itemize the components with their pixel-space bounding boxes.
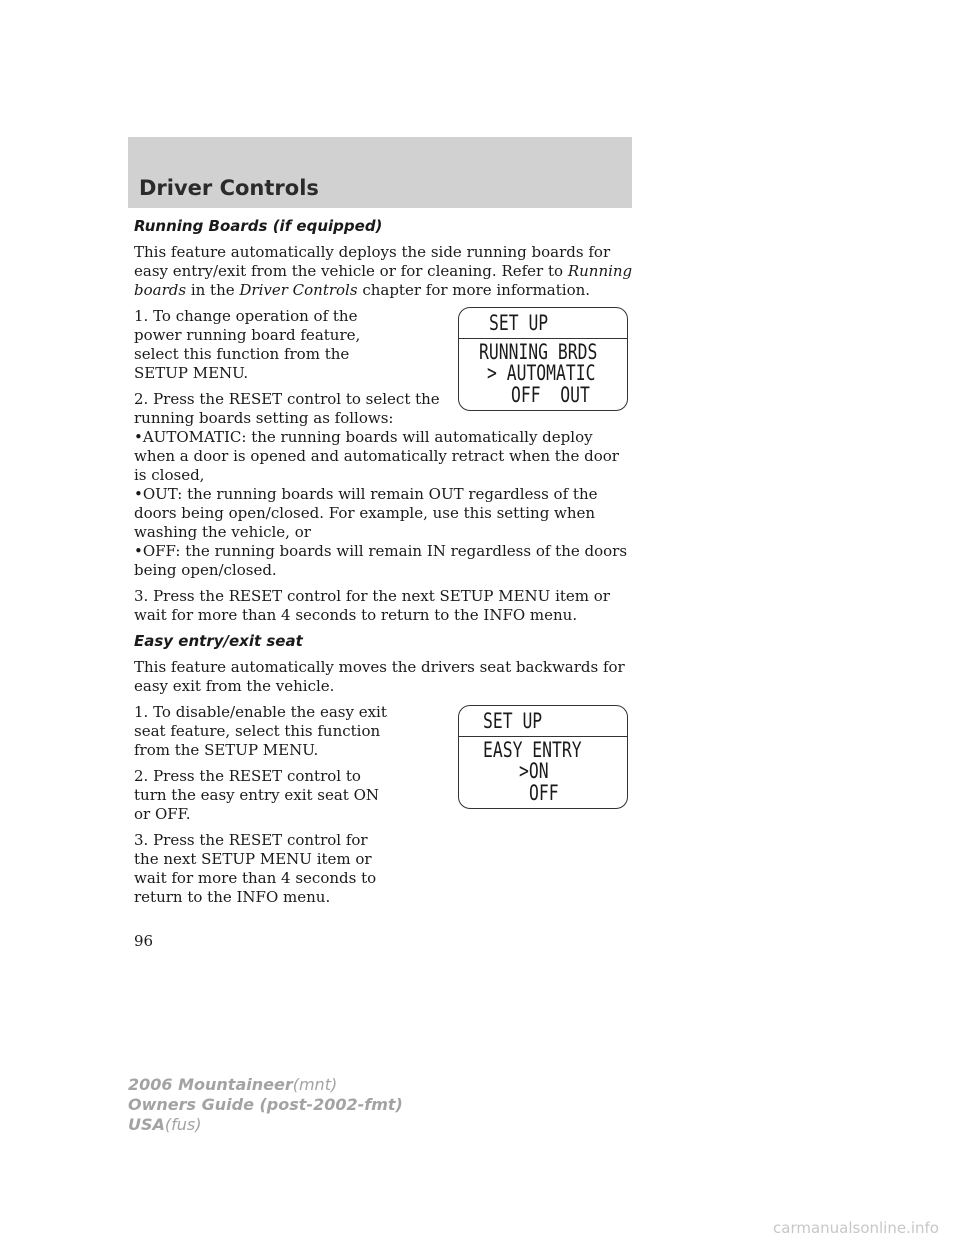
easy-entry-step-2: 2. Press the RESET control to turn the easy entry exit seat ON or OFF. (134, 767, 380, 823)
running-boards-step-1: 1. To change operation of the power running board feature, select this function from the SETUP MENU. (134, 307, 361, 382)
bullet-out: •OUT: the running boards will remain OUT regardless of the doors being open/closed. For example, use this setting when washing the vehicle, or (134, 485, 598, 541)
page-number: 96 (134, 932, 154, 950)
easy-entry-heading: Easy entry/exit seat (134, 632, 303, 650)
lcd-display-running-boards (458, 307, 628, 411)
footer-guide: Owners Guide (post-2002-fmt) (128, 1095, 403, 1114)
easy-entry-step-3: 3. Press the RESET control for the next SETUP MENU item or wait for more than 4 seconds to return to the INFO menu. (134, 831, 377, 906)
section-title: Driver Controls (139, 176, 319, 200)
running-boards-heading: Running Boards (if equipped) (134, 217, 383, 235)
lcd-line-4: OFF (529, 781, 559, 805)
running-boards-display-figure (458, 307, 628, 411)
running-boards-step-2: 2. Press the RESET control to select the running boards setting as follows: (134, 390, 440, 427)
bullet-automatic: •AUTOMATIC: the running boards will automatically deploy when a door is opened and automatically retract when the door is closed, (134, 428, 619, 484)
lcd-line-2: EASY ENTRY (483, 738, 582, 762)
site-watermark: carmanualsonline.info (773, 1219, 939, 1237)
footer-region: USA (128, 1115, 165, 1134)
running-boards-intro: This feature automatically deploys the side running boards for easy entry/exit from the vehicle or for cleaning. Refer to Running boards in the Driver Controls chapter for more information. (134, 243, 633, 299)
lcd-line-3: >ON (519, 759, 549, 783)
lcd-separator (459, 736, 627, 737)
lcd-line-1: SET UP (483, 709, 543, 733)
footer-model-code: (mnt) (292, 1075, 338, 1094)
footer-region-code: (fus) (164, 1115, 202, 1134)
lcd-line-1: SET UP (489, 311, 549, 335)
lcd-line-4: OFF OUT (511, 383, 590, 407)
driver-controls-ref: Driver Controls (239, 281, 358, 299)
easy-entry-step-1: 1. To disable/enable the easy exit seat feature, select this function from the SETUP MENU. (134, 703, 387, 759)
document-footer (128, 1075, 403, 1135)
lcd-separator (459, 338, 627, 339)
easy-entry-display-figure (458, 705, 628, 809)
easy-entry-intro: This feature automatically moves the drivers seat backwards for easy exit from the vehicle. (134, 658, 625, 695)
lcd-display-easy-entry (458, 705, 628, 809)
running-boards-step-3: 3. Press the RESET control for the next SETUP MENU item or wait for more than 4 seconds to return to the INFO menu. (134, 587, 610, 624)
footer-model: 2006 Mountaineer (128, 1075, 293, 1094)
lcd-line-2: RUNNING BRDS (479, 340, 598, 364)
running-boards-ref: Running boards (134, 262, 633, 299)
page-content (134, 217, 634, 914)
lcd-line-3: > AUTOMATIC (487, 361, 596, 385)
bullet-off: •OFF: the running boards will remain IN regardless of the doors being open/closed. (134, 542, 628, 579)
